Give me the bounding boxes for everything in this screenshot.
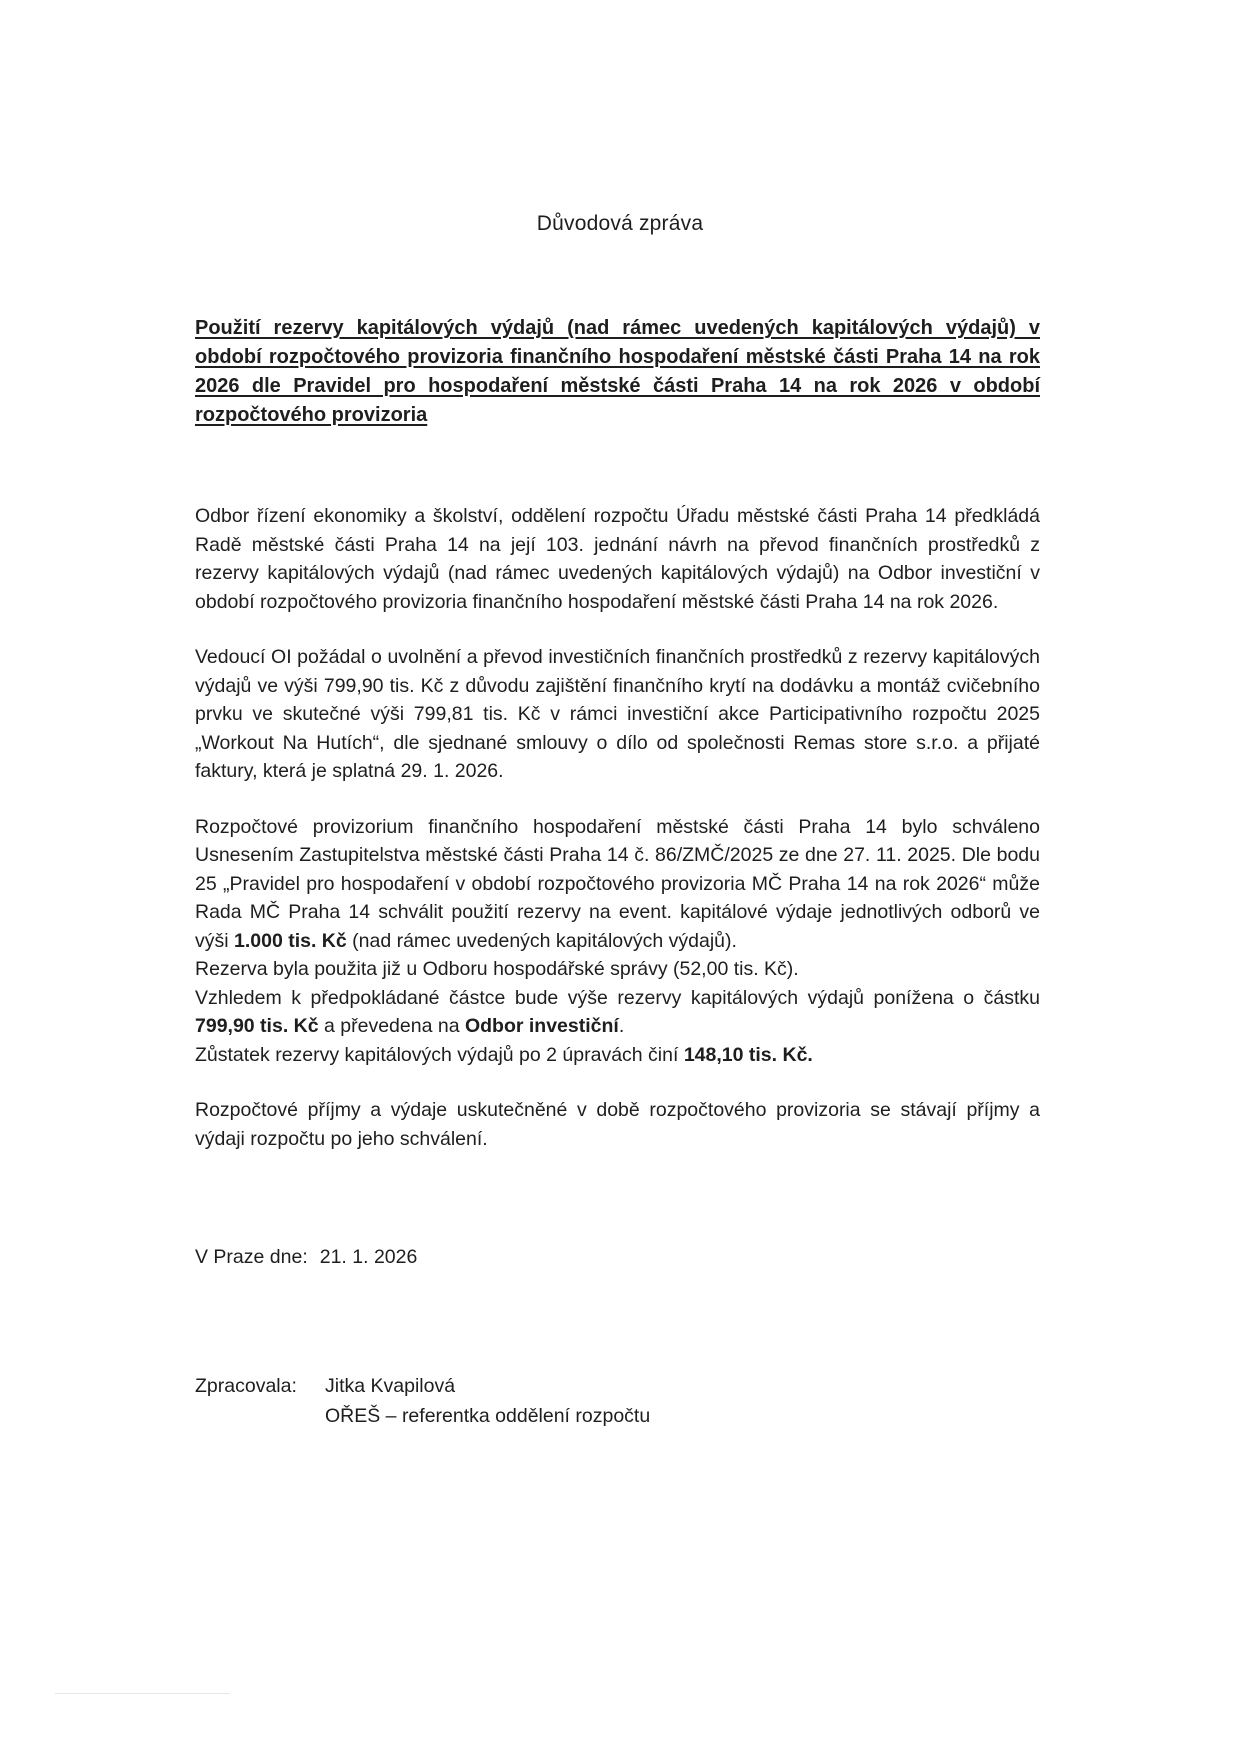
prepared-role: OŘEŠ – referentka oddělení rozpočtu (325, 1405, 651, 1427)
reduction-text-mid: a převedena na (318, 1015, 465, 1037)
date-line (195, 1246, 417, 1269)
reserve-used-text: Rezerva byla použita již u Odboru hospodářské správy (52,00 tis. Kč). (195, 958, 799, 980)
document-title: Důvodová zpráva (536, 212, 704, 235)
paragraph-provisorium (195, 813, 1040, 1070)
provisorium-text: Rozpočtové provizorium finančního hospodaření městské části Praha 14 bylo schváleno Usnesením Zastupitelstva městské části Praha 14 č. 86/ZMČ/2025 ze dne 27. 11. 2025. Dle bodu 25 „Pravidel pro hospodaření v období rozpočtového provizoria MČ Praha 14 na rok 2026“ může Rada MČ Praha 14 schválit použití rezervy na event. kapitálové výdaje jednotlivých odborů ve výši (195, 815, 1040, 952)
reduction-text-end: . (618, 1015, 625, 1037)
balance-text: Zůstatek rezervy kapitálových výdajů po 2 úpravách činí (195, 1043, 684, 1066)
document-body (195, 502, 1040, 1180)
prepared-by-block (195, 1371, 650, 1431)
provisorium-text-end: (nad rámec uvedených kapitálových výdajů). (346, 929, 737, 952)
reduction-text: Vzhledem k předpokládané částce bude výše rezervy kapitálových výdajů ponížena o částku (195, 986, 1040, 1009)
date-value: 21. 1. 2026 (319, 1246, 418, 1268)
paragraph-request: Vedoucí OI požádal o uvolnění a převod investičních finančních prostředků z rezervy kapitálových výdajů ve výši 799,90 tis. Kč z důvodu zajištění finančního krytí na dodávku a montáž cvičebního prvku ve skutečné výši 799,81 tis. Kč v rámci investiční akce Participativního rozpočtu 2025 „Workout Na Hutích“, dle sjednané smlouvy o dílo od společnosti Remas store s.r.o. a přijaté faktury, která je splatná 29. 1. 2026. (195, 646, 1040, 782)
date-label: V Praze dne: (195, 1246, 308, 1268)
balance-amount: 148,10 tis. Kč. (683, 1043, 813, 1066)
document-heading: Použití rezervy kapitálových výdajů (nad rámec uvedených kapitálových výdajů) v období rozpočtového provizoria finančního hospodaření městské části Praha 14 na rok 2026 dle Pravidel pro hospodaření městské části Praha 14 na rok 2026 v období rozpočtového provizoria (195, 317, 1040, 426)
transfer-amount: 799,90 tis. Kč (195, 1015, 319, 1037)
target-department: Odbor investiční (464, 1015, 619, 1037)
prepared-name: Jitka Kvapilová (325, 1375, 456, 1397)
paragraph-intro: Odbor řízení ekonomiky a školství, oddělení rozpočtu Úřadu městské části Praha 14 předkládá Radě městské části Praha 14 na její 103. jednání návrh na převod finančních prostředků z rezervy kapitálových výdajů (nad rámec uvedených kapitálových výdajů) na Odbor investiční v období rozpočtového provizoria finančního hospodaření městské části Praha 14 na rok 2026. (195, 505, 1040, 613)
paragraph-closing: Rozpočtové příjmy a výdaje uskutečněné v době rozpočtového provizoria se stávají příjmy a výdaji rozpočtu po jeho schválení. (195, 1099, 1040, 1150)
reserve-amount: 1.000 tis. Kč (234, 929, 347, 952)
prepared-label: Zpracovala: (195, 1375, 297, 1397)
scan-artifact-line (55, 1693, 230, 1694)
